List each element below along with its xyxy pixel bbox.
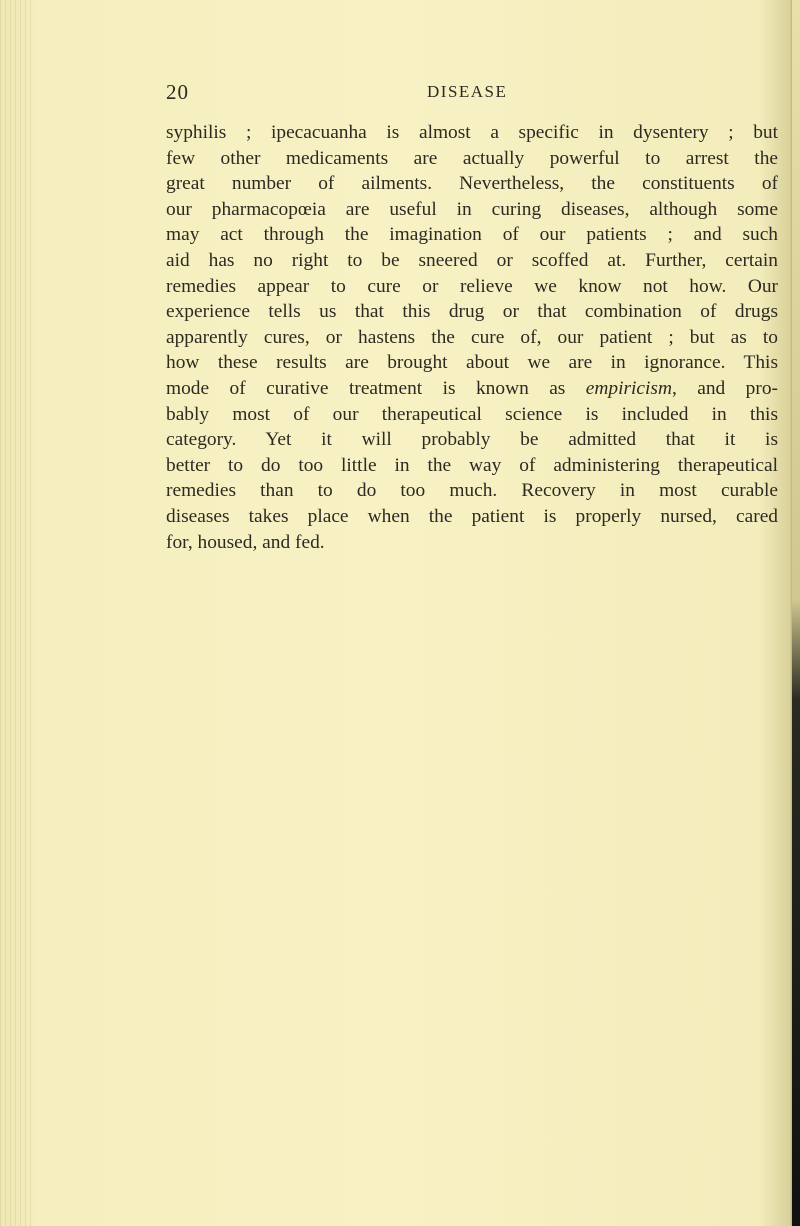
- text-line: better to do too little in the way of administering therapeutical: [166, 454, 778, 476]
- text-line: great number of ailments. Nevertheless, the constituents of: [166, 173, 778, 195]
- text-line: remedies appear to cure or relieve we know not how. Our: [166, 275, 778, 297]
- running-head: [166, 80, 778, 108]
- text-line: syphilis ; ipecacuanha is almost a specific in dysentery ; but: [166, 122, 778, 143]
- text-fragment: , and pro-: [671, 377, 778, 399]
- text-line: category. Yet it will probably be admitted that it is: [166, 429, 778, 451]
- text-line-with-emphasis: [166, 376, 778, 402]
- text-line: may act through the imagination of our patients ; and such: [166, 224, 778, 246]
- text-line: experience tells us that this drug or that combination of drugs: [166, 301, 778, 323]
- body-paragraph: [166, 120, 778, 555]
- text-line: aid has no right to be sneered or scoffed at. Further, certain: [166, 249, 778, 271]
- text-line: bably most of our therapeutical science is included in this: [166, 403, 778, 425]
- text-line: diseases takes place when the patient is properly nursed, cared: [166, 505, 778, 527]
- text-line: how these results are brought about we are in ignorance. This: [166, 352, 778, 374]
- chapter-title: DISEASE: [427, 82, 508, 101]
- text-fragment: mode of curative treatment is known as: [166, 377, 586, 399]
- text-line: apparently cures, or hastens the cure of, our patient ; but as to: [166, 326, 778, 348]
- emphasis-word: empiricism: [585, 377, 672, 399]
- text-line: for, housed, and fed.: [166, 531, 325, 553]
- text-line: our pharmacopœia are useful in curing diseases, although some: [166, 198, 778, 220]
- page-number: 20: [166, 80, 189, 104]
- text-line: few other medicaments are actually powerful to arrest the: [166, 147, 778, 169]
- binding-gutter: [0, 0, 34, 1226]
- text-line: remedies than to do too much. Recovery in most curable: [166, 480, 778, 502]
- page-edge-shadow: [792, 0, 800, 1226]
